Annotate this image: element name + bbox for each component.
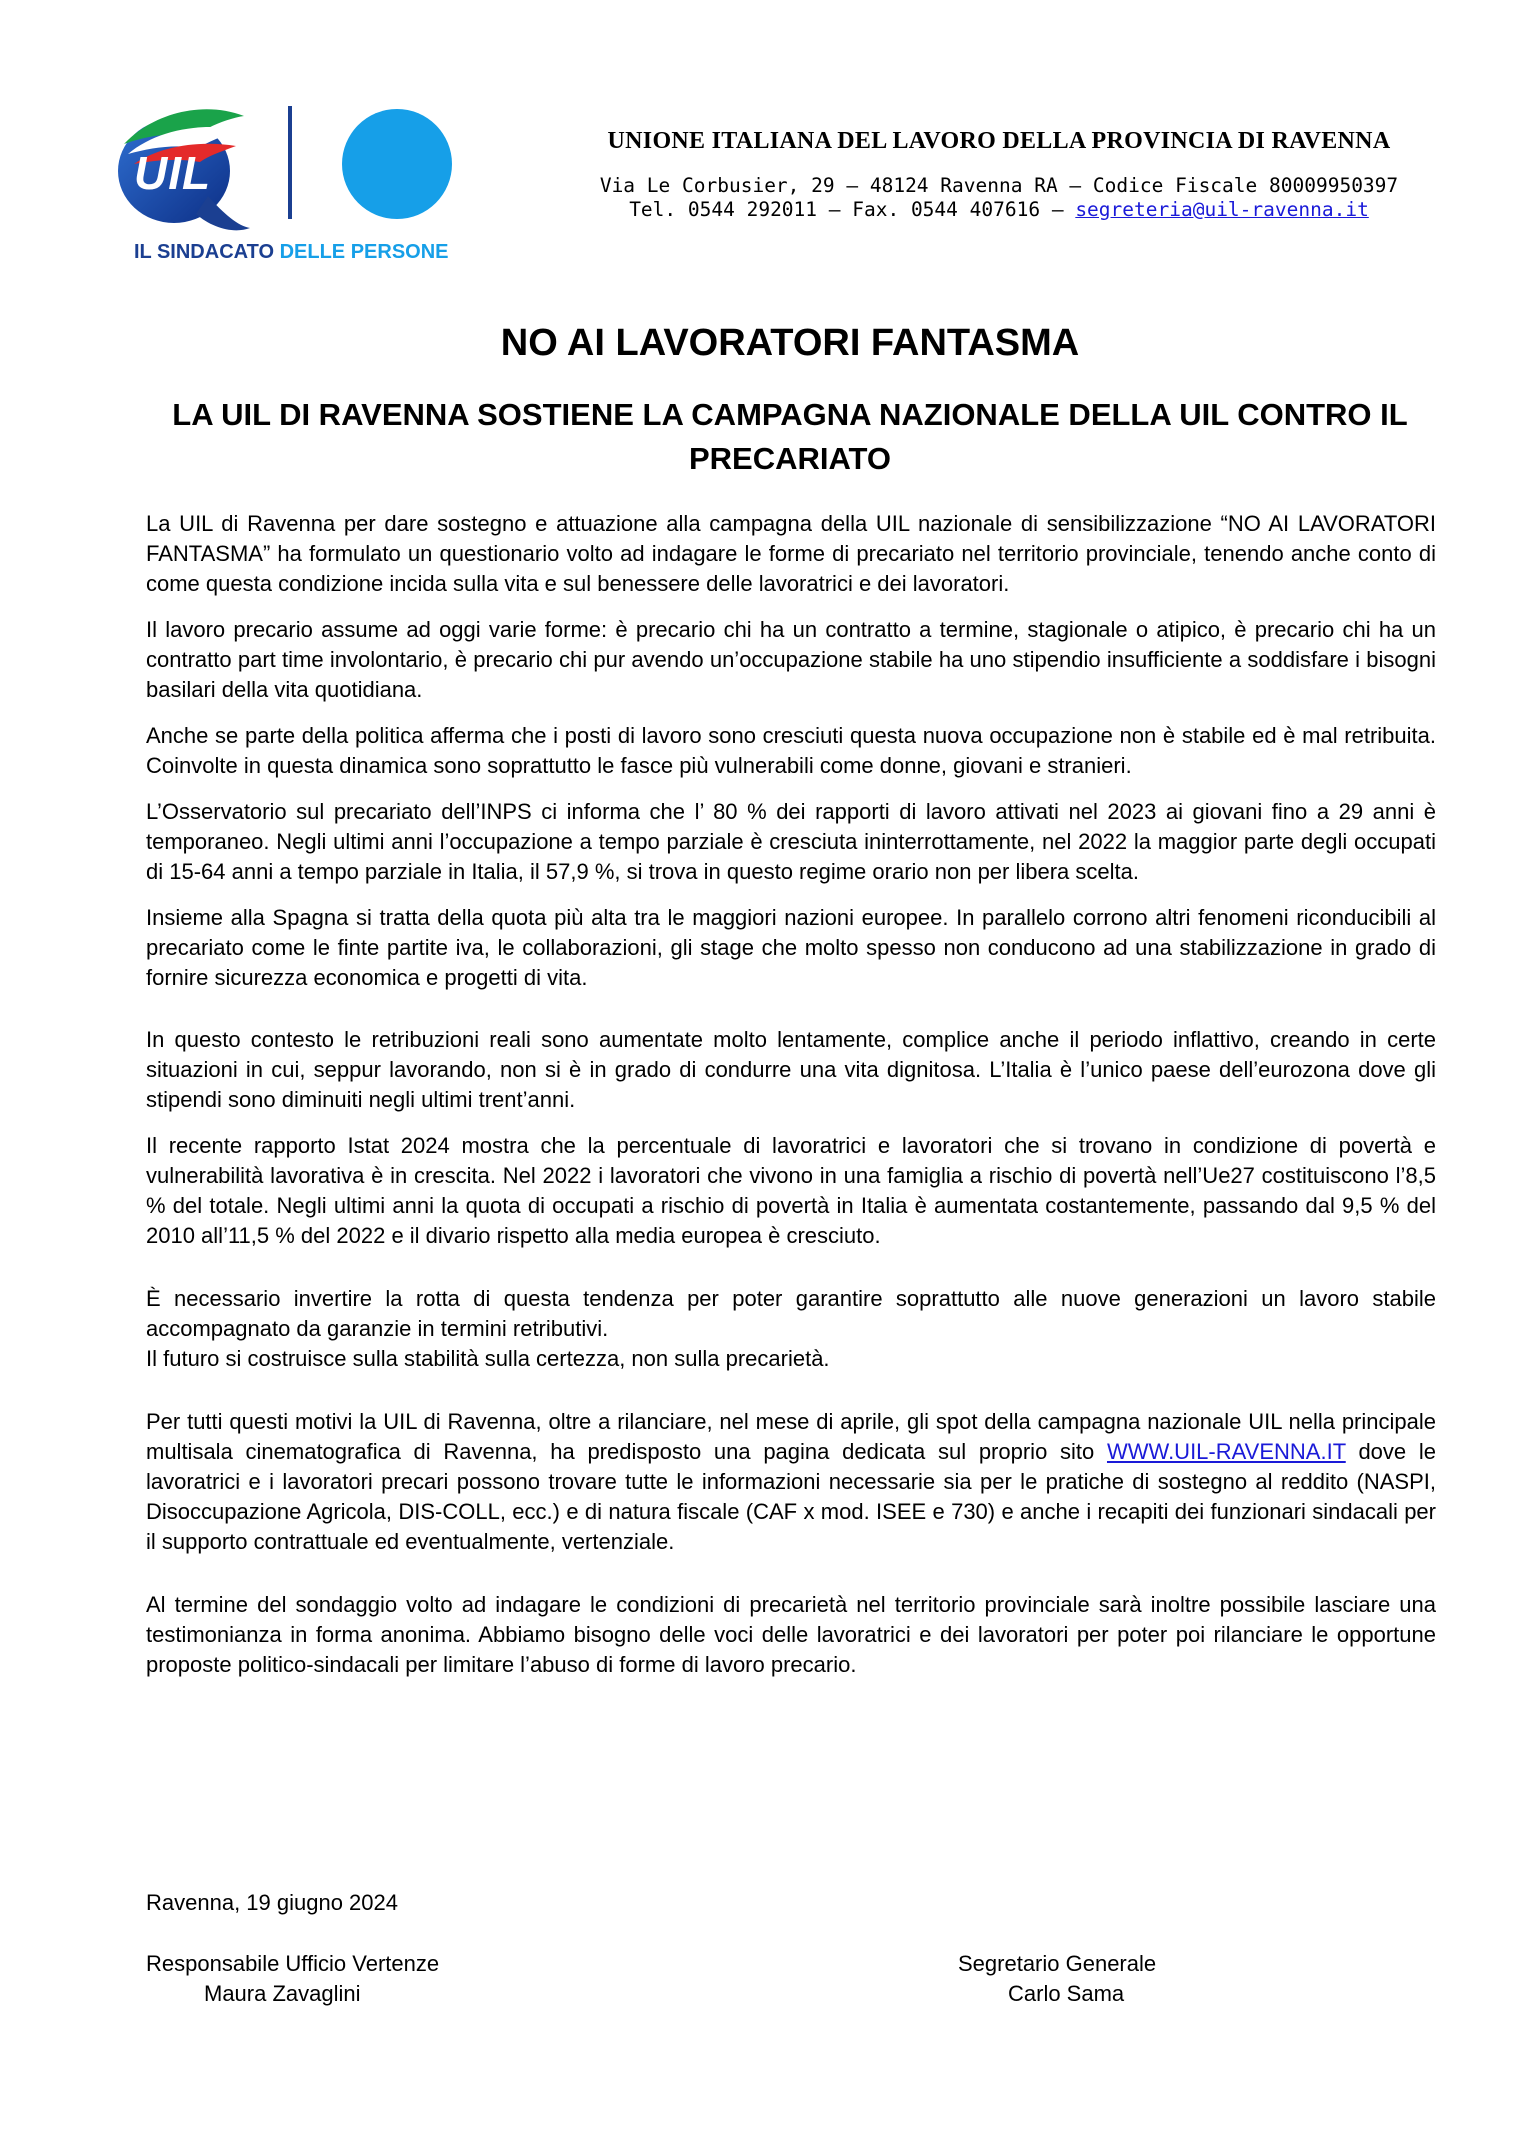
uil-logo-text: UIL — [134, 147, 212, 199]
paragraph-9-text-before: Per tutti questi motivi la UIL di Ravenna, oltre a rilanciare, nel mese di aprile, gli spot della campagna nazionale UIL nella principale multisala cinematografica di Ravenna, ha predisposto una pagina dedicata sul proprio sito — [146, 1409, 1436, 1464]
paragraph-5: Insieme alla Spagna si tratta della quota più alta tra le maggiori nazioni europee. In parallelo corrono altri fenomeni riconducibili al precariato come le finte partite iva, le collaborazioni, gli stage che molto spesso non conducono ad una stabilizzazione in grado di fornire sicurezza economica e progetti di vita. — [146, 905, 1436, 990]
blue-circle-logo-icon — [342, 109, 452, 219]
email-link[interactable]: segreteria@uil-ravenna.it — [1075, 198, 1369, 221]
paragraph-9-text-after: dove le lavoratrici e i lavoratori precari possono trovare tutte le informazioni necessarie sia per le pratiche di sostegno al reddito (NASPI, Disoccupazione Agricola, DIS-COLL, ecc.) e di natura fiscale (CAF x mod. ISEE e 730) e anche i recapiti dei funzionari sindacali per il supporto contrattuale ed eventualmente, vertenziale. — [146, 1439, 1436, 1554]
signature-right-name: Carlo Sama — [1008, 1981, 1125, 2006]
body-text — [146, 509, 1436, 1680]
tagline-part2: DELLE PERSONE — [279, 241, 449, 263]
website-link[interactable]: WWW.UIL-RAVENNA.IT — [1106, 1439, 1346, 1464]
page-subtitle: LA UIL DI RAVENNA SOSTIENE LA CAMPAGNA NAZIONALE DELLA UIL CONTRO IL PRECARIATO — [172, 397, 1408, 476]
paragraph-2: Il lavoro precario assume ad oggi varie forme: è precario chi ha un contratto a termine, stagionale o atipico, è precario chi ha un contratto part time involontario, è precario chi pur avendo un’occupazione stabile ha uno stipendio insufficiente a soddisfare i bisogni basilari della vita quotidiana. — [146, 617, 1436, 702]
paragraph-4: L’Osservatorio sul precariato dell’INPS ci informa che l’ 80 % dei rapporti di lavoro attivati nel 2023 ai giovani fino a 29 anni è temporaneo. Negli ultimi anni l’occupazione a tempo parziale è cresciuta ininterrottamente, nel 2022 la maggior parte degli occupati di 15-64 anni a tempo parziale in Italia, il 57,9 %, si trova in questo regime orario non per libera scelta. — [146, 799, 1436, 884]
paragraph-1: La UIL di Ravenna per dare sostegno e attuazione alla campagna della UIL nazionale di sensibilizzazione “NO AI LAVORATORI FANTASMA” ha formulato un questionario volto ad indagare le forme di precariato nel territorio provinciale, tenendo anche conto di come questa condizione incida sulla vita e sul benessere delle lavoratrici e dei lavoratori. — [146, 511, 1436, 596]
signature-right — [958, 1949, 1156, 2009]
paragraph-9 — [146, 1407, 1436, 1557]
uil-logo — [112, 96, 492, 271]
signature-right-role: Segretario Generale — [958, 1951, 1157, 1976]
org-name: UNIONE ITALIANA DEL LAVORO DELLA PROVINCIA DI RAVENNA — [607, 128, 1391, 154]
page-title: NO AI LAVORATORI FANTASMA — [500, 322, 1080, 364]
paragraph-7: Il recente rapporto Istat 2024 mostra che la percentuale di lavoratrici e lavoratori che si trovano in condizione di povertà e vulnerabilità lavorativa è in crescita. Nel 2022 i lavoratori che vivono in una famiglia a rischio di povertà nell’Ue27 costituiscono l’8,5 % del totale. Negli ultimi anni la quota di occupati a rischio di povertà in Italia è aumentata costantemente, passando dal 9,5 % del 2010 all’11,5 % del 2022 e il divario rispetto alla media europea è cresciuto. — [146, 1133, 1436, 1248]
signature-left — [146, 1949, 439, 2009]
org-phone-fax: Tel. 0544 292011 – Fax. 0544 407616 – — [629, 198, 1076, 221]
tagline-part1: IL SINDACATO — [134, 241, 280, 263]
paragraph-10: Al termine del sondaggio volto ad indagare le condizioni di precarietà nel territorio provinciale sarà inoltre possibile lasciare una testimonianza in forma anonima. Abbiamo bisogno delle voci delle lavoratrici e dei lavoratori per poter poi rilanciare le opportune proposte politico-sindacali per limitare l’abuso di forme di lavoro precario. — [146, 1592, 1436, 1677]
signature-left-name: Maura Zavaglini — [204, 1981, 361, 2006]
paragraph-3: Anche se parte della politica afferma che i posti di lavoro sono cresciuti questa nuova occupazione non è stabile ed è mal retribuita. Coinvolte in questa dinamica sono soprattutto le fasce più vulnerabili come donne, giovani e stranieri. — [146, 723, 1436, 778]
paragraph-8b: Il futuro si costruisce sulla stabilità sulla certezza, non sulla precarietà. — [146, 1346, 830, 1371]
org-contacts — [534, 198, 1464, 221]
paragraph-6: In questo contesto le retribuzioni reali sono aumentate molto lentamente, complice anche il periodo inflattivo, creando in certe situazioni in cui, seppur lavorando, non si è in grado di condurre una vita dignitosa. L’Italia è l’unico paese dell’eurozona dove gli stipendi sono diminuiti negli ultimi trent’anni. — [146, 1027, 1436, 1112]
signature-left-role: Responsabile Ufficio Vertenze — [146, 1951, 440, 1976]
org-address: Via Le Corbusier, 29 – 48124 Ravenna RA – Codice Fiscale 80009950397 — [599, 174, 1399, 197]
paragraph-8a: È necessario invertire la rotta di questa tendenza per poter garantire soprattutto alle nuove generazioni un lavoro stabile accompagnato da garanzie in termini retributivi. — [146, 1286, 1436, 1341]
document-date: Ravenna, 19 giugno 2024 — [146, 1890, 398, 1915]
logo-tagline — [134, 241, 449, 264]
logo-divider — [288, 106, 292, 219]
